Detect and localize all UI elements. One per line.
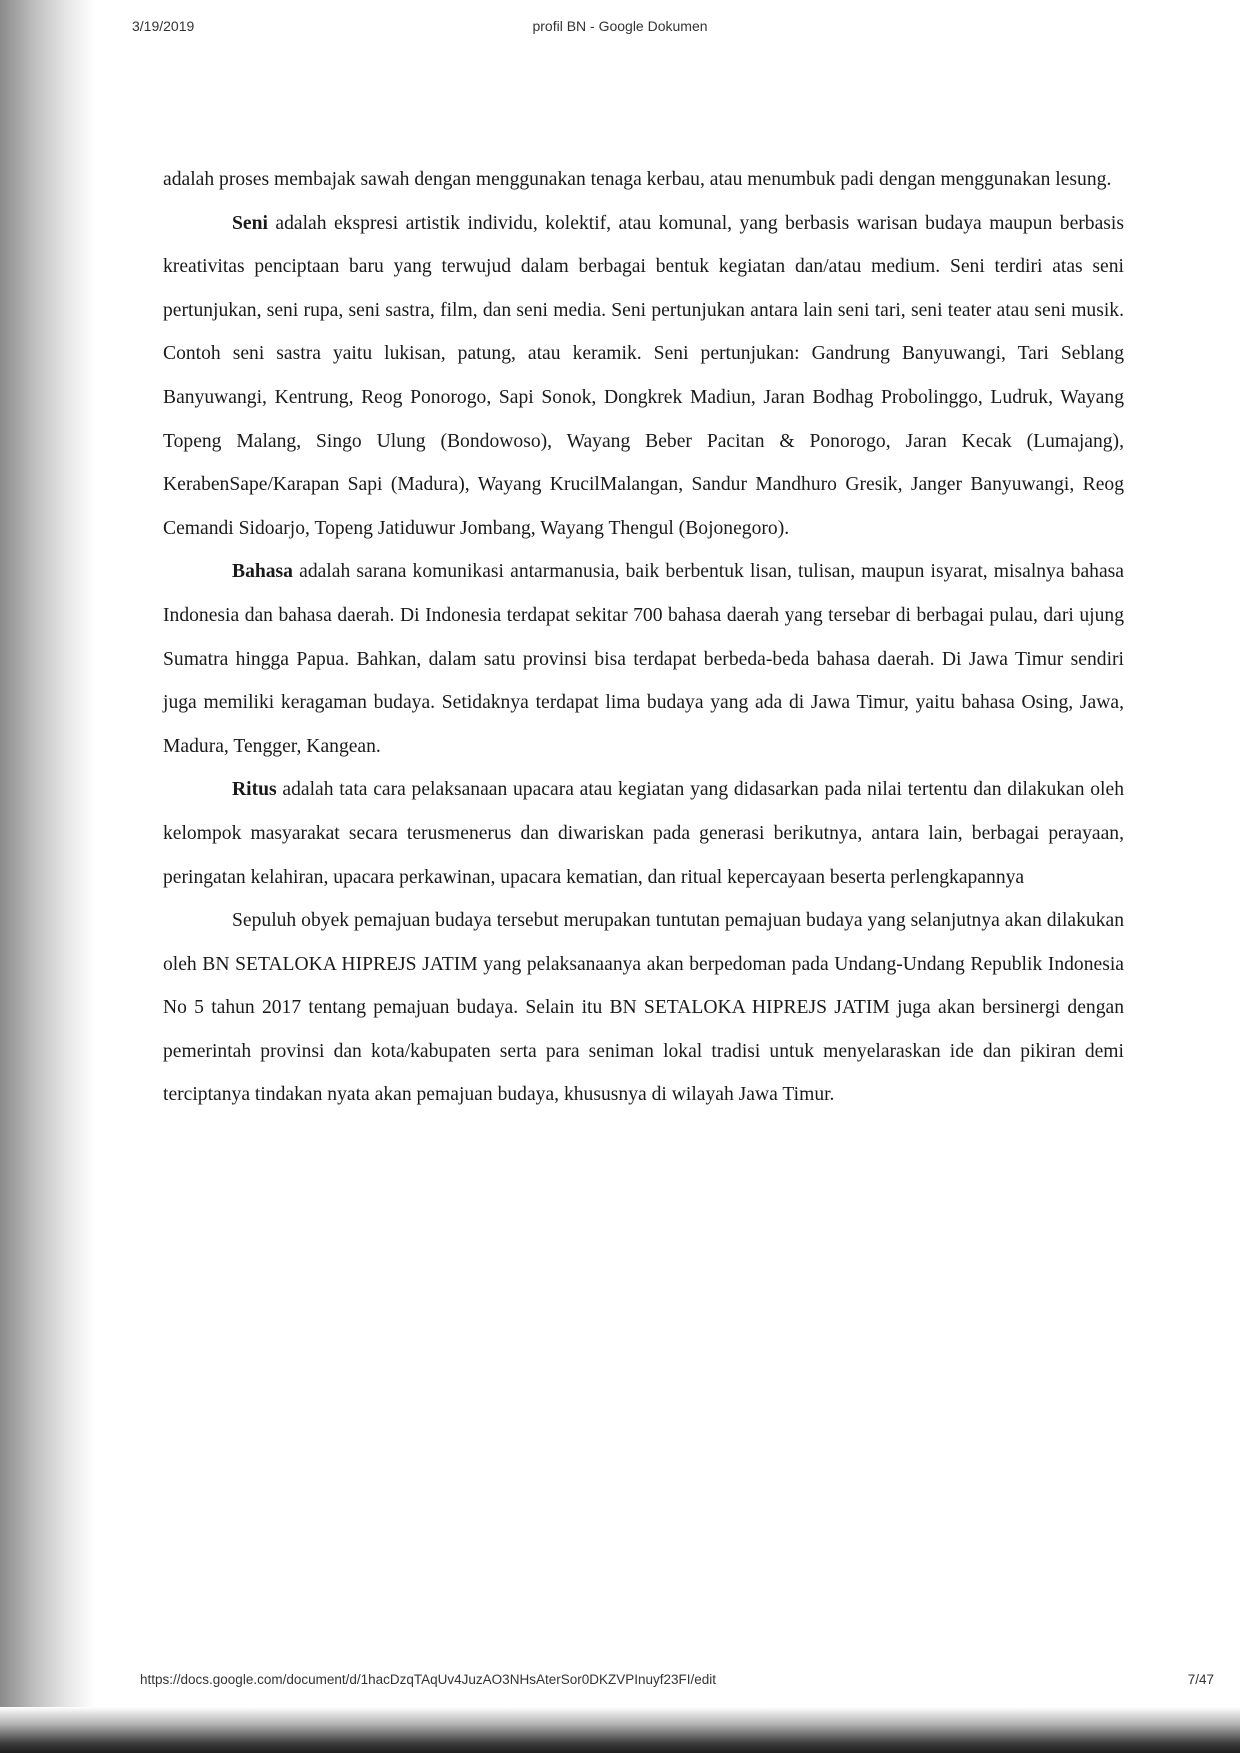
paragraph-bahasa-text: adalah sarana komunikasi antarmanusia, baik berbentuk lisan, tulisan, maupun isyarat, misalnya bahasa Indonesia dan bahasa daerah. Di Indonesia terdapat sekitar 700 bahasa daerah yang tersebar di berbagai pulau, dari ujung Sumatra hingga Papua. Bahkan, dalam satu provinsi bisa terdapat berbeda-beda bahasa daerah. Di Jawa Timur sendiri juga memiliki keragaman budaya. Setidaknya terdapat lima budaya yang ada di Jawa Timur, yaitu bahasa Osing, Jawa, Madura, Tengger, Kangean. [163,561,1124,757]
paragraph-seni [163,202,1124,551]
print-url: https://docs.google.com/document/d/1hacDzqTAqUv4JuzAO3NHsAterSor0DKZVPInuyf23FI/edit [140,1672,717,1687]
paragraph-seni-text: adalah ekspresi artistik individu, kolektif, atau komunal, yang berbasis warisan budaya maupun berbasis kreativitas penciptaan baru yang terwujud dalam berbagai bentuk kegiatan dan/atau medium. Seni terdiri atas seni pertunjukan, seni rupa, seni sastra, film, dan seni media. Seni pertunjukan antara lain seni tari, seni teater atau seni musik. Contoh seni sastra yaitu lukisan, patung, atau keramik. Seni pertunjukan: Gandrung Banyuwangi, Tari Seblang Banyuwangi, Kentrung, Reog Ponorogo, Sapi Sonok, Dongkrek Madiun, Jaran Bodhag Probolinggo, Ludruk, Wayang Topeng Malang, Singo Ulung (Bondowoso), Wayang Beber Pacitan & Ponorogo, Jaran Kecak (Lumajang), KerabenSape/Karapan Sapi (Madura), Wayang KrucilMalangan, Sandur Mandhuro Gresik, Janger Banyuwangi, Reog Cemandi Sidoarjo, Topeng Jatiduwur Jombang, Wayang Thengul (Bojonegoro). [163,212,1124,539]
scan-shadow-left [0,0,95,1753]
term-seni: Seni [232,212,268,234]
print-header [0,18,1240,38]
paragraph-bahasa [163,550,1124,768]
term-ritus: Ritus [232,779,277,801]
print-title: profil BN - Google Dokumen [532,18,708,34]
scan-shadow-bottom [0,1707,1240,1753]
term-bahasa: Bahasa [232,561,293,583]
print-date: 3/19/2019 [132,18,195,34]
paragraph-continuation: adalah proses membajak sawah dengan menggunakan tenaga kerbau, atau menumbuk padi dengan menggunakan lesung. [163,169,1112,190]
print-footer [0,1672,1240,1692]
paragraph-ritus [163,768,1124,899]
document-body [163,158,1124,1117]
paragraph-conclusion: Sepuluh obyek pemajuan budaya tersebut merupakan tuntutan pemajuan budaya yang selanjutnya akan dilakukan oleh BN SETALOKA HIPREJS JATIM yang pelaksanaanya akan berpedoman pada Undang-Undang Republik Indonesia No 5 tahun 2017 tentang pemajuan budaya. Selain itu BN SETALOKA HIPREJS JATIM juga akan bersinergi dengan pemerintah provinsi dan kota/kabupaten serta para seniman lokal tradisi untuk menyelaraskan ide dan pikiran demi terciptanya tindakan nyata akan pemajuan budaya, khususnya di wilayah Jawa Timur. [163,910,1124,1106]
page-number: 7/47 [1187,1672,1214,1687]
paragraph-ritus-text: adalah tata cara pelaksanaan upacara atau kegiatan yang didasarkan pada nilai tertentu dan dilakukan oleh kelompok masyarakat secara terusmenerus dan diwariskan pada generasi berikutnya, antara lain, berbagai perayaan, peringatan kelahiran, upacara perkawinan, upacara kematian, dan ritual kepercayaan beserta perlengkapannya [163,779,1124,888]
